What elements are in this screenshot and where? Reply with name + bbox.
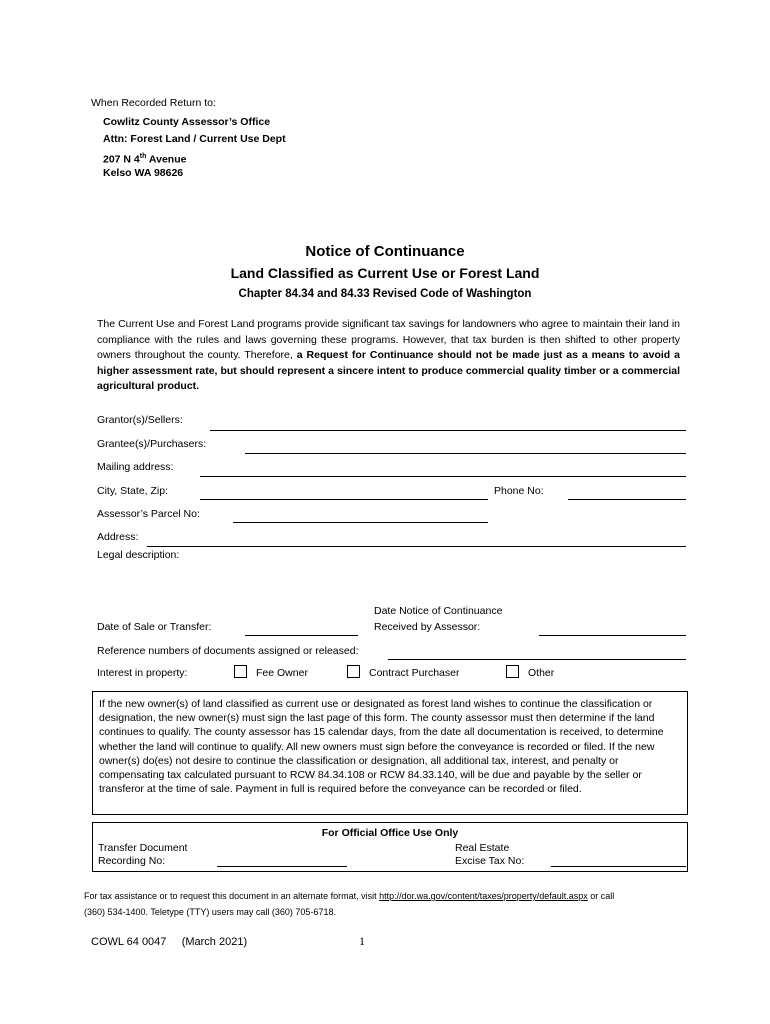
grantor-field[interactable]: [210, 430, 686, 431]
parcel-field[interactable]: [233, 522, 488, 523]
contract-purchaser-label: Contract Purchaser: [369, 667, 460, 679]
return-heading: When Recorded Return to:: [91, 97, 216, 109]
fee-owner-checkbox[interactable]: [234, 665, 247, 678]
page-number: 1: [359, 934, 365, 948]
parcel-label: Assessor’s Parcel No:: [97, 508, 200, 520]
footer-pre: For tax assistance or to request this document in an alternate format, visit: [84, 891, 380, 901]
footer-line-2: (360) 534-1400. Teletype (TTY) users may call (360) 705-6718.: [84, 907, 336, 917]
return-street: [103, 148, 286, 165]
date-notice-label-2: Received by Assessor:: [374, 621, 481, 633]
legal-label: Legal description:: [97, 549, 180, 561]
return-address: [103, 114, 286, 182]
other-label: Other: [528, 667, 555, 679]
intro-paragraph: [97, 317, 680, 395]
chapter-reference: Chapter 84.34 and 84.33 Revised Code of Washington: [238, 288, 532, 300]
street-name: Avenue: [146, 153, 187, 166]
date-sale-field[interactable]: [245, 635, 358, 636]
phone-field[interactable]: [568, 499, 686, 500]
dor-link[interactable]: http://dor.wa.gov/content/taxes/property/default.aspx: [379, 891, 588, 901]
mailing-label: Mailing address:: [97, 461, 174, 473]
page-subtitle: Land Classified as Current Use or Forest Land: [230, 265, 540, 281]
grantee-field[interactable]: [245, 453, 686, 454]
footer-line-1: [84, 888, 684, 904]
intro-bold-text: a Request for Continuance should not be made just as a means to avoid a higher assessment rate, but should represent a sincere intent to produce commercial quality timber or a commercial agricultural product.: [97, 349, 680, 392]
fee-owner-label: Fee Owner: [256, 667, 308, 679]
return-attn: Attn: Forest Land / Current Use Dept: [103, 133, 286, 145]
address-field[interactable]: [147, 546, 686, 547]
excise-tax-no-field[interactable]: [551, 866, 686, 867]
transfer-doc-label-1: Transfer Document: [98, 842, 188, 854]
return-city: Kelso WA 98626: [103, 167, 184, 179]
address-label: Address:: [97, 531, 139, 543]
recording-no-field[interactable]: [217, 866, 347, 867]
notice-text: If the new owner(s) of land classified as current use or designated as forest land wishes to continue the classification or designation, the new owner(s) must sign the last page of this form. The county assessor must then determine if the land continues to qualify. The county assessor has 15 calendar days, from the date all documentation is received, to determine whether the land will continue to qualify. All new owners must sign before the conveyance is recorded or filed. If the new owner(s) do(es) not desire to continue the classification or designation, all additional tax, interest, and penalty or compensating tax calculated pursuant to RCW 84.34.108 or RCW 84.33.140, will be due and payable by the seller or transferor at the time of sale. Payment in full is required before the conveyance can be recorded or filed.: [99, 698, 664, 796]
date-notice-field[interactable]: [539, 635, 686, 636]
street-suffix: th: [139, 153, 147, 160]
office-use-box: [92, 822, 688, 872]
city-field[interactable]: [200, 499, 488, 500]
office-use-title: For Official Office Use Only: [321, 827, 459, 839]
excise-label-1: Real Estate: [455, 842, 510, 854]
notice-box: [92, 691, 688, 815]
return-office: Cowlitz County Assessor’s Office: [103, 116, 271, 128]
mailing-field[interactable]: [200, 476, 686, 477]
intro-text: The Current Use and Forest Land programs provide significant tax savings for landowners who agree to maintain their land in compliance with the rules and laws governing these programs. However, that tax burden is then shifted to other property owners throughout the county. Therefore,: [97, 318, 680, 361]
city-label: City, State, Zip:: [97, 485, 168, 497]
excise-label-2: Excise Tax No:: [455, 855, 525, 867]
reference-label: Reference numbers of documents assigned or released:: [97, 645, 359, 657]
form-number: COWL 64 0047 (March 2021): [91, 936, 248, 948]
interest-label: Interest in property:: [97, 667, 188, 679]
phone-label: Phone No:: [494, 485, 544, 497]
date-notice-label-1: Date Notice of Continuance: [374, 605, 503, 617]
transfer-doc-label-2: Recording No:: [98, 855, 166, 867]
page-title: Notice of Continuance: [305, 243, 465, 260]
grantee-label: Grantee(s)/Purchasers:: [97, 438, 207, 450]
reference-field[interactable]: [388, 659, 686, 660]
street-number: 207 N 4: [103, 153, 140, 166]
footer-note: [84, 888, 684, 920]
footer-post: or call: [587, 891, 615, 901]
date-sale-label: Date of Sale or Transfer:: [97, 621, 212, 633]
contract-purchaser-checkbox[interactable]: [347, 665, 360, 678]
grantor-label: Grantor(s)/Sellers:: [97, 414, 183, 426]
other-checkbox[interactable]: [506, 665, 519, 678]
